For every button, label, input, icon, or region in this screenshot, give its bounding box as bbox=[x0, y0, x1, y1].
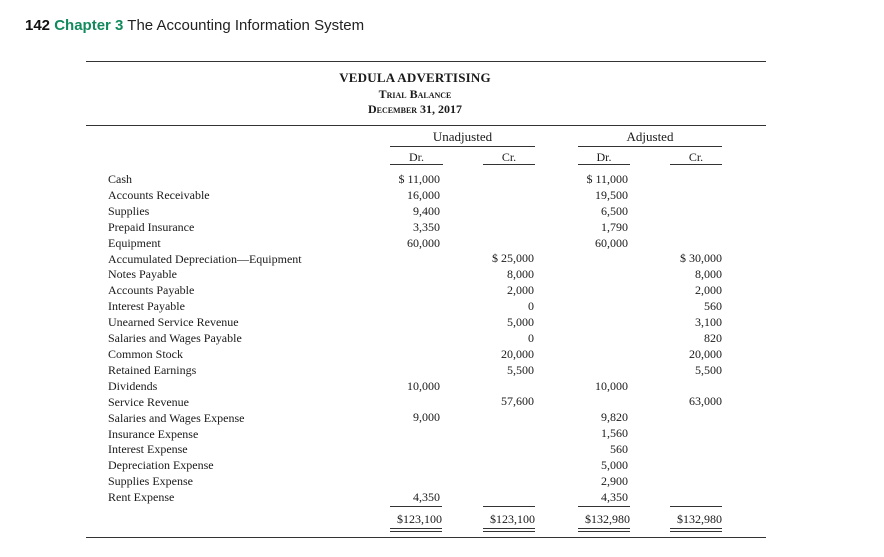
amount-cell bbox=[380, 474, 440, 490]
top-rule bbox=[86, 61, 766, 62]
unadjusted-cr-sum-line bbox=[483, 506, 535, 507]
amount-cell bbox=[568, 251, 628, 267]
unadjusted-cr-header: Cr. bbox=[501, 150, 517, 164]
double-rule-4b bbox=[670, 531, 722, 532]
page-number: 142 bbox=[25, 17, 51, 34]
unadjusted-dr-header: Dr. bbox=[409, 150, 424, 164]
amount-cell bbox=[474, 220, 534, 236]
amount-cell bbox=[568, 267, 628, 283]
amount-cell bbox=[568, 315, 628, 331]
amount-cell: 0 bbox=[528, 299, 534, 314]
group-unadjusted-underline bbox=[390, 146, 535, 147]
amount-cell bbox=[662, 204, 722, 220]
account-name: Prepaid Insurance bbox=[108, 219, 195, 234]
statement-title: Trial Balance bbox=[378, 87, 452, 101]
amount-cell bbox=[380, 394, 440, 410]
amount-cell: 5,000 bbox=[507, 315, 534, 330]
adjusted-dr-underline bbox=[578, 164, 630, 165]
total-adjusted-dr: $132,980 bbox=[585, 512, 630, 526]
amount-cell: $ 30,000 bbox=[680, 251, 722, 266]
amount-cell bbox=[380, 267, 440, 283]
chapter-label: Chapter 3 bbox=[54, 17, 124, 34]
amount-cell bbox=[474, 236, 534, 252]
adjusted-cr-underline bbox=[670, 164, 722, 165]
amount-cell bbox=[380, 315, 440, 331]
amount-cell: 2,000 bbox=[695, 283, 722, 298]
amount-cell bbox=[662, 379, 722, 395]
amount-cell bbox=[662, 410, 722, 426]
account-name: Salaries and Wages Payable bbox=[108, 331, 242, 346]
amount-cell: 5,500 bbox=[695, 362, 722, 377]
amount-cell bbox=[662, 442, 722, 458]
unadjusted-dr-sum-line bbox=[390, 506, 442, 507]
account-name: Interest Payable bbox=[108, 299, 185, 314]
amount-cell: 19,500 bbox=[595, 187, 628, 202]
amount-cell: 4,350 bbox=[413, 489, 440, 504]
statement-date: December 31, 2017 bbox=[367, 102, 463, 116]
adjusted-dr-column bbox=[568, 172, 628, 506]
amount-cell bbox=[662, 490, 722, 506]
amount-cell: 2,900 bbox=[601, 473, 628, 488]
account-name: Supplies bbox=[108, 203, 150, 218]
amount-cell bbox=[474, 442, 534, 458]
amount-cell: 1,560 bbox=[601, 426, 628, 441]
amount-cell: 0 bbox=[528, 330, 534, 345]
amount-cell: 2,000 bbox=[507, 283, 534, 298]
bottom-rule bbox=[86, 537, 766, 538]
amount-cell: 4,350 bbox=[601, 489, 628, 504]
amount-cell bbox=[568, 299, 628, 315]
amount-cell bbox=[662, 188, 722, 204]
amount-cell: 3,350 bbox=[413, 219, 440, 234]
account-name: Cash bbox=[108, 172, 132, 186]
amount-cell: 3,100 bbox=[695, 315, 722, 330]
amount-cell bbox=[568, 394, 628, 410]
amount-cell bbox=[662, 426, 722, 442]
company-name: VEDULA ADVERTISING bbox=[339, 70, 491, 85]
amount-cell: 560 bbox=[704, 299, 722, 314]
amount-cell: 60,000 bbox=[595, 235, 628, 250]
amount-cell bbox=[380, 331, 440, 347]
unadjusted-cr-column bbox=[474, 172, 534, 506]
total-adjusted-cr: $132,980 bbox=[677, 512, 722, 526]
amount-cell bbox=[380, 363, 440, 379]
account-name: Common Stock bbox=[108, 346, 184, 361]
amount-cell bbox=[662, 172, 722, 188]
double-rule-2b bbox=[483, 531, 535, 532]
adjusted-cr-header: Cr. bbox=[688, 150, 704, 164]
group-unadjusted: Unadjusted bbox=[432, 129, 493, 144]
unadjusted-dr-underline bbox=[390, 164, 443, 165]
account-name: Accounts Payable bbox=[108, 283, 195, 298]
amount-cell: 10,000 bbox=[407, 378, 440, 393]
amount-cell: 9,400 bbox=[413, 203, 440, 218]
double-rule-1b bbox=[390, 531, 442, 532]
amount-cell bbox=[474, 204, 534, 220]
amount-cell bbox=[474, 172, 534, 188]
amount-cell bbox=[474, 458, 534, 474]
account-names-column bbox=[108, 172, 302, 506]
account-name: Supplies Expense bbox=[108, 474, 193, 489]
amount-cell: 9,820 bbox=[601, 410, 628, 425]
double-rule-2a bbox=[483, 528, 535, 529]
amount-cell bbox=[380, 299, 440, 315]
unadjusted-cr-underline bbox=[483, 164, 535, 165]
amount-cell bbox=[568, 331, 628, 347]
adjusted-dr-sum-line bbox=[578, 506, 630, 507]
amount-cell bbox=[474, 490, 534, 506]
amount-cell bbox=[662, 474, 722, 490]
adjusted-cr-sum-line bbox=[670, 506, 722, 507]
total-unadjusted-dr: $123,100 bbox=[397, 512, 442, 526]
amount-cell bbox=[380, 347, 440, 363]
amount-cell: 1,790 bbox=[601, 219, 628, 234]
amount-cell bbox=[474, 410, 534, 426]
account-name: Accumulated Depreciation—Equipment bbox=[108, 251, 302, 266]
amount-cell: 5,000 bbox=[601, 458, 628, 473]
amount-cell bbox=[474, 379, 534, 395]
amount-cell: 63,000 bbox=[689, 394, 722, 409]
amount-cell: 60,000 bbox=[407, 235, 440, 250]
amount-cell: $ 11,000 bbox=[398, 172, 440, 186]
unadjusted-dr-column bbox=[380, 172, 440, 506]
double-rule-1a bbox=[390, 528, 442, 529]
amount-cell bbox=[380, 458, 440, 474]
amount-cell: 560 bbox=[610, 442, 628, 457]
amount-cell bbox=[662, 458, 722, 474]
amount-cell bbox=[568, 283, 628, 299]
double-rule-3b bbox=[578, 531, 630, 532]
amount-cell bbox=[380, 283, 440, 299]
amount-cell bbox=[474, 474, 534, 490]
amount-cell bbox=[380, 442, 440, 458]
account-name: Depreciation Expense bbox=[108, 458, 214, 473]
account-name: Salaries and Wages Expense bbox=[108, 410, 245, 425]
adjusted-dr-header: Dr. bbox=[596, 150, 612, 164]
double-rule-4a bbox=[670, 528, 722, 529]
amount-cell: 820 bbox=[704, 330, 722, 345]
double-rule-3a bbox=[578, 528, 630, 529]
amount-cell bbox=[662, 236, 722, 252]
header-rule bbox=[86, 125, 766, 126]
amount-cell: 8,000 bbox=[507, 267, 534, 282]
account-name: Interest Expense bbox=[108, 442, 188, 457]
amount-cell bbox=[474, 426, 534, 442]
amount-cell: 6,500 bbox=[601, 203, 628, 218]
amount-cell: $ 25,000 bbox=[492, 251, 534, 266]
account-name: Insurance Expense bbox=[108, 426, 199, 441]
amount-cell: 8,000 bbox=[695, 267, 722, 282]
group-adjusted: Adjusted bbox=[626, 129, 674, 144]
amount-cell: 20,000 bbox=[689, 346, 722, 361]
page-header bbox=[25, 17, 364, 34]
amount-cell bbox=[568, 347, 628, 363]
account-name: Equipment bbox=[108, 235, 161, 250]
adjusted-cr-column bbox=[662, 172, 722, 506]
group-adjusted-underline bbox=[578, 146, 722, 147]
amount-cell bbox=[474, 188, 534, 204]
amount-cell bbox=[662, 220, 722, 236]
amount-cell: 20,000 bbox=[501, 346, 534, 361]
amount-cell bbox=[380, 251, 440, 267]
amount-cell: 10,000 bbox=[595, 378, 628, 393]
account-name: Retained Earnings bbox=[108, 362, 197, 377]
amount-cell: 57,600 bbox=[501, 394, 534, 409]
account-name: Rent Expense bbox=[108, 490, 175, 505]
account-name: Unearned Service Revenue bbox=[108, 315, 239, 330]
account-name: Notes Payable bbox=[108, 267, 177, 282]
chapter-title: The Accounting Information System bbox=[127, 17, 365, 34]
account-name: Dividends bbox=[108, 378, 158, 393]
amount-cell: 5,500 bbox=[507, 362, 534, 377]
account-name: Service Revenue bbox=[108, 394, 189, 409]
total-unadjusted-cr: $123,100 bbox=[490, 512, 535, 526]
account-name: Accounts Receivable bbox=[108, 187, 210, 202]
amount-cell bbox=[380, 426, 440, 442]
amount-cell: $ 11,000 bbox=[586, 172, 628, 186]
amount-cell: 9,000 bbox=[413, 410, 440, 425]
amount-cell bbox=[568, 363, 628, 379]
amount-cell: 16,000 bbox=[407, 187, 440, 202]
